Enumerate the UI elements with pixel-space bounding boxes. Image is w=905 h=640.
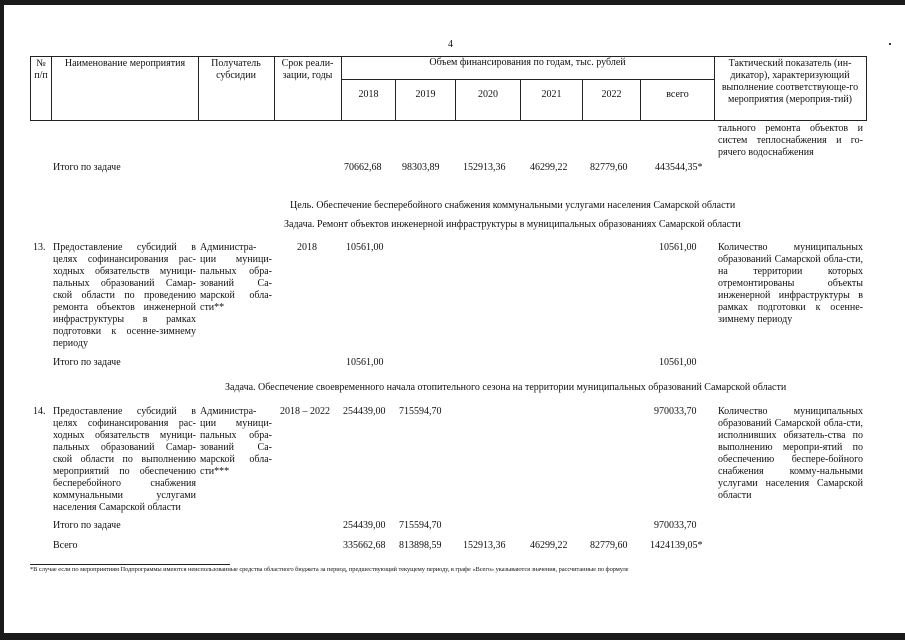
- grand-total-label: Всего: [53, 540, 78, 551]
- header-col-name: Наименование мероприятия: [64, 58, 186, 69]
- page-number: 4: [448, 39, 453, 50]
- implementation-term: 2018: [297, 242, 317, 253]
- value-2019: 715594,70: [399, 406, 442, 417]
- header-year-2019: 2019: [415, 89, 436, 100]
- scan-border-top: [0, 0, 905, 5]
- header-year-2020: 2020: [478, 89, 498, 100]
- scan-dot: [889, 43, 891, 45]
- value-2022: 82779,60: [590, 162, 628, 173]
- value-2018: 254439,00: [343, 406, 386, 417]
- value-2020: 152913,36: [463, 162, 506, 173]
- measure-name: Предоставление субсидий в целях софинансирования рас-ходных обязательств муници-пальных образований Самар-ской области по проведению ремонта объектов инженерной инфраструктуры в рамках подготовки к осенне-зимнему периоду: [53, 242, 196, 349]
- row-number: 13.: [33, 242, 46, 253]
- subtotal-label: Итого по задаче: [53, 357, 121, 368]
- row-number: 14.: [33, 406, 46, 417]
- header-total: всего: [666, 89, 689, 100]
- carryover-indicator-text: тального ремонта объектов и систем теплоснабжения и го-рячего водоснабжения: [718, 123, 863, 158]
- value-2018: 10561,00: [346, 357, 384, 368]
- scan-border-bottom: [0, 633, 905, 640]
- value-2022: 82779,60: [590, 540, 628, 551]
- value-2019: 98303,89: [402, 162, 440, 173]
- value-total: 1424139,05*: [650, 540, 703, 551]
- value-2020: 152913,36: [463, 540, 506, 551]
- indicator-text: Количество муниципальных образований Самарской обла-сти, на территории которых отремонтированы объекты инженерной инфраструктуры в рамках подготовки к осенне-зимнему периоду: [718, 242, 863, 325]
- header-year-2022: 2022: [601, 89, 622, 100]
- task-heading: Задача. Обеспечение своевременного начала отопительного сезона на территории муниципальных образований Самарской области: [225, 382, 787, 393]
- scan-border-left: [0, 0, 4, 640]
- value-total: 10561,00: [659, 242, 697, 253]
- value-total: 970033,70: [654, 406, 697, 417]
- value-2019: 715594,70: [399, 520, 442, 531]
- value-2021: 46299,22: [530, 540, 568, 551]
- goal-heading: Цель. Обеспечение бесперебойного снабжения коммунальными услугами населения Самарской области: [290, 200, 736, 211]
- task-heading: Задача. Ремонт объектов инженерной инфраструктуры в муниципальных образованиях Самарской области: [284, 219, 741, 230]
- value-total: 10561,00: [659, 357, 697, 368]
- measure-name: Предоставление субсидий в целях софинансирования рас-ходных обязательств муници-пальных образований Самар-ской области по выполнению мероприятий по обеспечению бесперебойного снабжения коммунальными услугами населения Самарской области: [53, 406, 196, 513]
- value-2018: 254439,00: [343, 520, 386, 531]
- header-col-term: Срок реали-зации, годы: [281, 58, 334, 81]
- value-2018: 10561,00: [346, 242, 384, 253]
- subtotal-label: Итого по задаче: [53, 520, 121, 531]
- implementation-term: 2018 – 2022: [280, 406, 330, 417]
- value-total: 970033,70: [654, 520, 697, 531]
- indicator-text: Количество муниципальных образований Самарской обла-сти, исполнивших обязатель-ства по выполнению меропри-ятий по обеспечению беспере-бойного снабжения комму-нальными услугами населения Самарской области: [718, 406, 863, 501]
- value-2019: 813898,59: [399, 540, 442, 551]
- header-col-indicator: Тактический показатель (ин-дикатор), характеризующий выполнение соответствующе-го мероприятия (мероприя-тий): [721, 58, 859, 105]
- value-2021: 46299,22: [530, 162, 568, 173]
- subtotal-label: Итого по задаче: [53, 162, 121, 173]
- footnote: *В случае если по мероприятиям Подпрограммы имеются неиспользованные средства областного бюджета за период, предшествующий текущему периоду, в графе «Всего» указываются значения, рассчитанные по формуле: [30, 566, 629, 573]
- value-total: 443544,35*: [655, 162, 703, 173]
- header-col-recipient: Получатель субсидии: [211, 58, 261, 81]
- header-col-number: № п/п: [34, 58, 48, 81]
- value-2018: 70662,68: [344, 162, 382, 173]
- header-year-2018: 2018: [358, 89, 379, 100]
- value-2018: 335662,68: [343, 540, 386, 551]
- subsidy-recipient: Администра-ции муници-пальных обра-зований Са-марской обла-сти***: [200, 406, 272, 477]
- header-year-2021: 2021: [541, 89, 562, 100]
- footnote-separator: [30, 564, 230, 565]
- header-col-funding: Объем финансирования по годам, тыс. рублей: [429, 57, 626, 68]
- subsidy-recipient: Администра-ции муници-пальных обра-зований Са-марской обла-сти**: [200, 242, 272, 313]
